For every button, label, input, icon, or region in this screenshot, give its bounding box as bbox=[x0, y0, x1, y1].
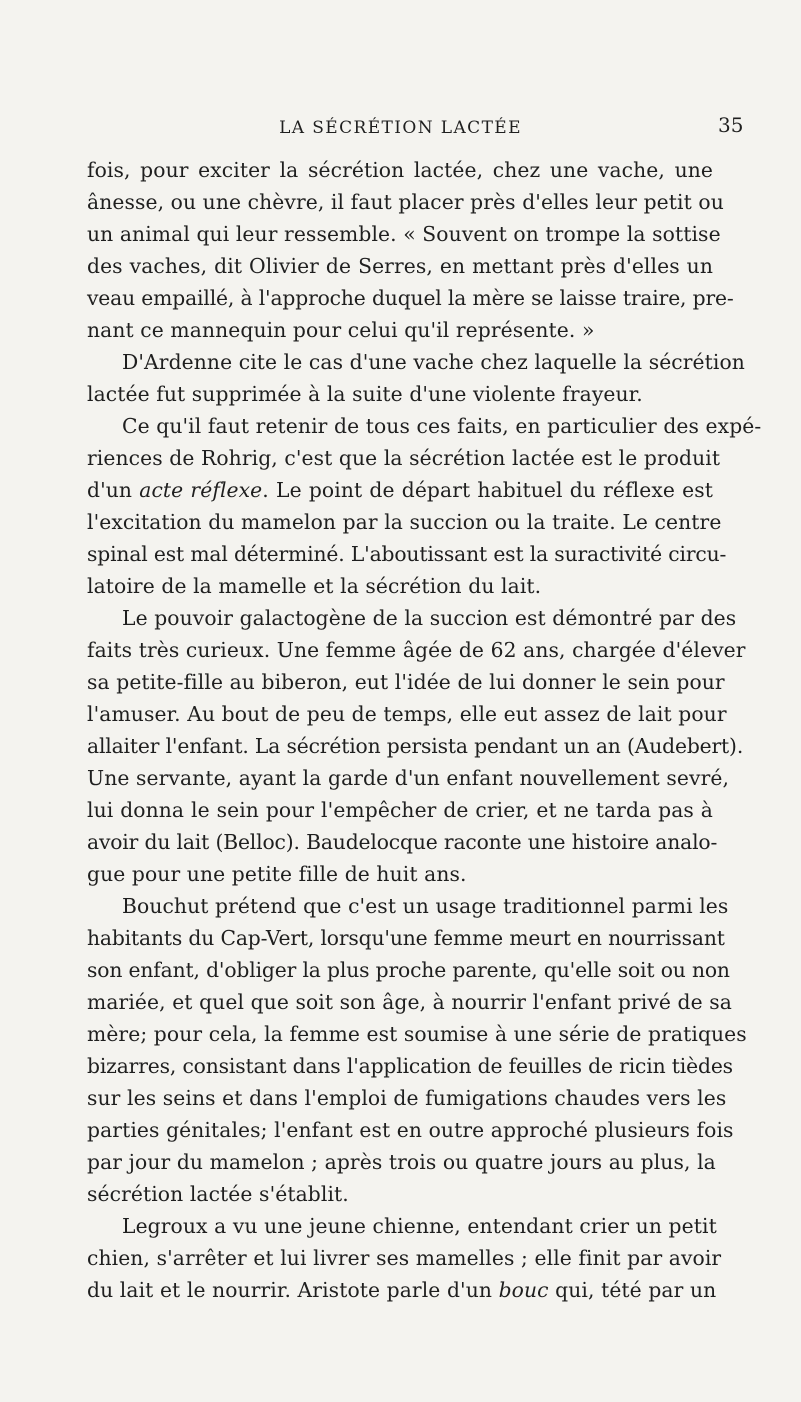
text-line: sur les seins et dans l'emploi de fumigations chaudes vers les bbox=[87, 1086, 727, 1110]
text-line: ânesse, ou une chèvre, il faut placer près d'elles leur petit ou bbox=[87, 190, 724, 214]
text-line: sa petite-fille au biberon, eut l'idée de lui donner le sein pour bbox=[87, 670, 725, 694]
text-line: lactée fut supprimée à la suite d'une violente frayeur. bbox=[87, 382, 643, 406]
text-line: latoire de la mamelle et la sécrétion du lait. bbox=[87, 574, 542, 598]
paragraph-first-line: D'Ardenne cite le cas d'une vache chez laquelle la sécrétion bbox=[122, 350, 745, 374]
text-line-with-italic bbox=[87, 480, 713, 500]
text-line: habitants du Cap-Vert, lorsqu'une femme meurt en nourrissant bbox=[87, 926, 725, 950]
text-line: riences de Rohrig, c'est que la sécrétion lactée est le produit bbox=[87, 446, 721, 470]
text-line: des vaches, dit Olivier de Serres, en mettant près d'elles un bbox=[87, 254, 713, 278]
text-line: chien, s'arrêter et lui livrer ses mamelles ; elle finit par avoir bbox=[87, 1246, 722, 1270]
text-line-with-italic bbox=[87, 1278, 717, 1302]
text-line: veau empaillé, à l'approche duquel la mère se laisse traire, pre- bbox=[87, 286, 734, 310]
text-line: par jour du mamelon ; après trois ou quatre jours au plus, la bbox=[87, 1150, 716, 1174]
text-segment: du lait et le nourrir. Aristote parle d'un bbox=[87, 1278, 499, 1302]
text-segment: qui, tété par un bbox=[548, 1278, 717, 1302]
paragraph-first-line: Le pouvoir galactogène de la succion est démontré par des bbox=[122, 606, 737, 630]
running-title: LA SÉCRÉTION LACTÉE bbox=[279, 118, 522, 138]
text-line: son enfant, d'obliger la plus proche parente, qu'elle soit ou non bbox=[87, 958, 730, 982]
text-line: allaiter l'enfant. La sécrétion persista pendant un an (Audebert). bbox=[87, 734, 744, 758]
paragraph-first-line: Legroux a vu une jeune chienne, entendant crier un petit bbox=[122, 1214, 717, 1238]
paragraph-first-line: Bouchut prétend que c'est un usage traditionnel parmi les bbox=[122, 894, 729, 918]
text-segment: . Le point de départ habituel du réflexe est bbox=[262, 478, 713, 502]
text-line: l'amuser. Au bout de peu de temps, elle eut assez de lait pour bbox=[87, 702, 727, 726]
text-line: fois, pour exciter la sécrétion lactée, chez une vache, une bbox=[87, 158, 713, 182]
text-line: spinal est mal déterminé. L'aboutissant est la suractivité circu- bbox=[87, 542, 727, 566]
text-line: sécrétion lactée s'établit. bbox=[87, 1182, 349, 1206]
text-line: Une servante, ayant la garde d'un enfant nouvellement sevré, bbox=[87, 766, 730, 790]
paragraph-first-line: Ce qu'il faut retenir de tous ces faits, en particulier des expé- bbox=[122, 414, 762, 438]
text-line: mariée, et quel que soit son âge, à nourrir l'enfant privé de sa bbox=[87, 990, 732, 1014]
text-line: faits très curieux. Une femme âgée de 62 ans, chargée d'élever bbox=[87, 638, 746, 662]
text-line: un animal qui leur ressemble. « Souvent on trompe la sottise bbox=[87, 222, 721, 246]
text-line: gue pour une petite fille de huit ans. bbox=[87, 862, 467, 886]
italic-term: acte réflexe bbox=[139, 478, 263, 502]
text-line: avoir du lait (Belloc). Baudelocque raconte une histoire analo- bbox=[87, 830, 718, 854]
text-line: nant ce mannequin pour celui qu'il représente. » bbox=[87, 318, 595, 342]
text-line: bizarres, consistant dans l'application de feuilles de ricin tièdes bbox=[87, 1054, 733, 1078]
text-line: l'excitation du mamelon par la succion ou la traite. Le centre bbox=[87, 510, 722, 534]
text-segment: d'un bbox=[87, 478, 140, 502]
page-number: 35 bbox=[718, 113, 744, 137]
italic-term: bouc bbox=[498, 1278, 549, 1302]
text-line: mère; pour cela, la femme est soumise à une série de pratiques bbox=[87, 1022, 747, 1046]
text-line: parties génitales; l'enfant est en outre approché plusieurs fois bbox=[87, 1118, 734, 1142]
text-line: lui donna le sein pour l'empêcher de crier, et ne tarda pas à bbox=[87, 798, 713, 822]
